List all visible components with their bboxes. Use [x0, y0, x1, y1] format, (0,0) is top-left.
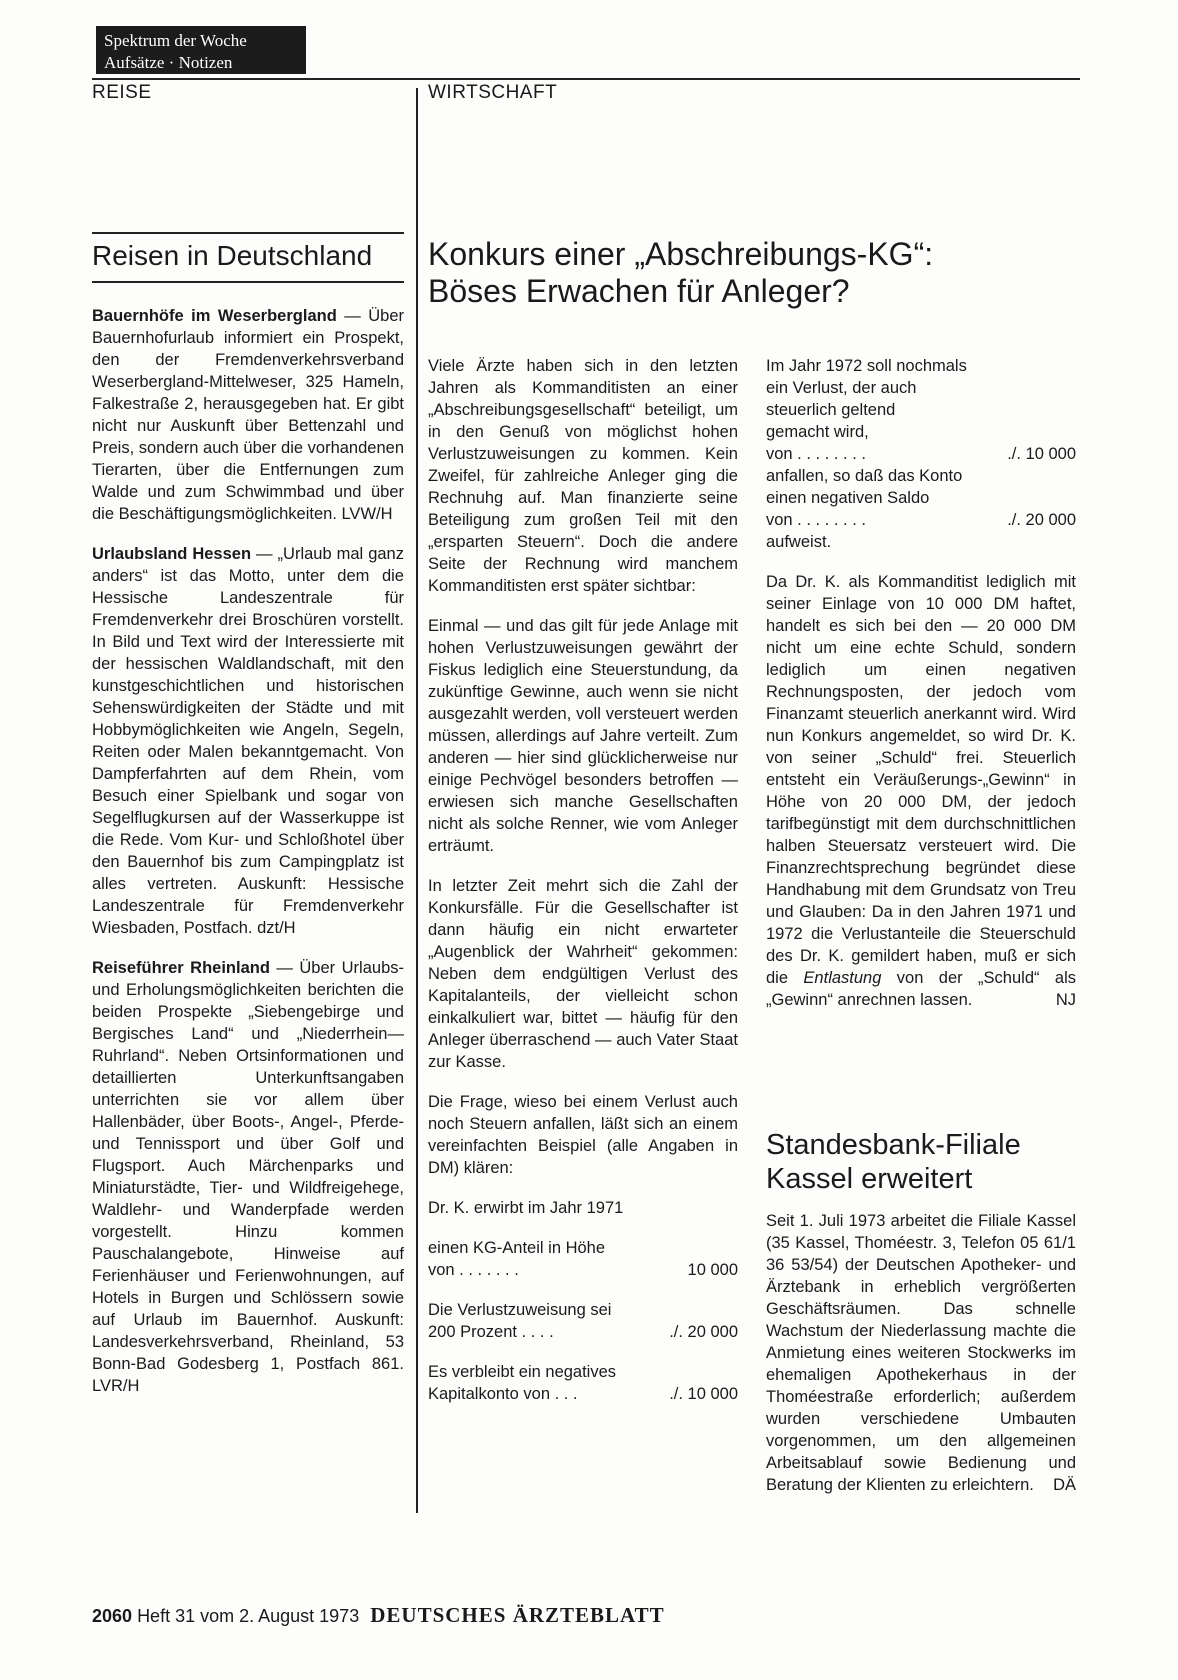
reise-item-text: — Über Bauernhofurlaub informiert ein Prospekt, den der Fremdenverkehrsverband Weserbergland-Mittelweser, 325 Hameln, Falkestraße 2, herausgegeben hat. Er gibt nicht nur Auskunft über Bettenzahl und Preis, sondern auch über die vorhandenen Tierarten, über die Entfernungen zum Walde und zum Schwimmbad und über die Beschäftigungsmöglichkeiten. LVW/H: [92, 307, 404, 523]
konkurs-paragraph: In letzter Zeit mehrt sich die Zahl der Konkursfälle. Für die Gesellschafter ist dann häufig ein nicht erwarteter „Augenblick der Wahrheit“ gekommen: Neben dem endgültigen Verlust des Kapitalanteils, der vielleicht schon einkalkuliert war, bittet — häufig für den Anleger überraschend — auch Vater Staat zur Kasse.: [428, 877, 738, 1071]
reise-item: [92, 305, 404, 525]
konkurs-paragraph: Einmal — und das gilt für jede Anlage mit hohen Verlustzuweisungen gewährt der Fiskus lediglich eine Steuerstundung, da zukünftige Gewinne, auch wenn sie nicht ausgezahlt werden, voll versteuert werden müssen, allerdings auf Jahre verteilt. Zum anderen — hier sind glücklicherweise nur einige Pechvögel besonders betroffen — erwiesen sich manche Gesellschaften nicht als solche Renner, wie vom Anleger erträumt.: [428, 617, 738, 855]
konkurs-paragraph: Viele Ärzte haben sich in den letzten Jahren als Kommanditisten an einer „Abschreibungsgesellschaft“ beteiligt, um in den Genuß von möglichst hohen Verlustzuweisungen zu kommen. Kein Zweifel, für zahlreiche Anleger ging die Rechnuhg auf. Man finanzierte seine Beteiligung zum großen Teil mit den „ersparten Steuern“. Doch die andere Seite der Rechnung wird manchem Kommanditisten erst später sichtbar:: [428, 357, 738, 595]
example-row-2-label: 200 Prozent . . . .: [428, 1323, 554, 1341]
reise-item-lead: Bauernhöfe im Weserbergland: [92, 307, 337, 325]
example-row-1-value: 10 000: [687, 1261, 738, 1279]
reise-item: [92, 957, 404, 1397]
konkurs-column-1: [428, 355, 738, 1423]
reise-item-lead: Urlaubsland Hessen: [92, 545, 252, 563]
issue-info: Heft 31 vom 2. August 1973: [137, 1606, 360, 1626]
header-line-2: Aufsätze · Notizen: [104, 53, 233, 72]
section-header-box: [96, 26, 306, 74]
author-sign: DÄ: [1053, 1476, 1076, 1494]
konkurs-title-line-2: Böses Erwachen für Anleger?: [428, 273, 850, 309]
example-1972-line: gemacht wird,: [766, 423, 869, 441]
example-row-1: [428, 1237, 738, 1281]
standesbank-text: Seit 1. Juli 1973 arbeitet die Filiale Kassel (35 Kassel, Thoméestr. 3, Telefon 05 61/1 36 53/54) der Deutschen Apotheker- und Ärztebank in erheblich vergrößerten Geschäftsräumen. Das schnelle Wachstum der Niederlassung machte die Anmietung eines weiteren Stockwerks im ehemaligen Apothekerhaus in der Thoméestraße erforderlich; außerdem wurden verschiedene Umbauten vorgenommen, um den allgemeinen Arbeitsablauf sowie Bedienung und Beratung der Klienten zu erleichtern.: [766, 1212, 1076, 1494]
example-saldo-value: ./. 20 000: [1007, 511, 1076, 529]
example-1972-value: ./. 10 000: [1007, 445, 1076, 463]
konkurs-paragraph: Die Frage, wieso bei einem Verlust auch noch Steuern anfallen, läßt sich an einem vereinfachten Beispiel (alle Angaben in DM) klären:: [428, 1093, 738, 1177]
magazine-name: DEUTSCHES ÄRZTEBLATT: [370, 1603, 665, 1627]
section-label-reise: REISE: [92, 82, 152, 103]
closing-italic: Entlastung: [803, 969, 882, 987]
example-row-2-value: ./. 20 000: [669, 1323, 738, 1341]
konkurs-closing-paragraph: [766, 571, 1076, 1011]
page-number: 2060: [92, 1606, 133, 1626]
example-row-2-text: Die Verlustzuweisung sei: [428, 1301, 612, 1319]
author-sign: NJ: [1055, 991, 1076, 1009]
header-line-1: Spektrum der Woche: [104, 31, 247, 50]
reise-item: [92, 543, 404, 939]
example-1972-label: von . . . . . . . .: [766, 445, 866, 463]
konkurs-column-2: [766, 355, 1076, 1029]
example-1972: [766, 355, 1076, 553]
section-label-wirtschaft: WIRTSCHAFT: [428, 82, 558, 103]
example-1972-line: anfallen, so daß das Konto: [766, 467, 963, 485]
example-row-3-value: ./. 10 000: [669, 1385, 738, 1403]
closing-text: Da Dr. K. als Kommanditist lediglich mit seiner Einlage von 10 000 DM haftet, handelt es sich bei den — 20 000 DM nicht um eine echte Schuld, sondern lediglich um einen negativen Rechnungsposten, der jedoch vom Finanzamt steuerlich anerkannt wird. Wird nun Konkurs angemeldet, so wird Dr. K. von seiner „Schuld“ frei. Steuerlich entsteht ein Veräußerungs-„Gewinn“ in Höhe von 20 000 DM, der jedoch tarifbegünstigt mit dem durchschnittlichen halben Steuersatz versteuert wird. Die Finanzrechtsprechung begründet diese Handhabung mit dem Grundsatz von Treu und Glauben: Da in den Jahren 1971 und 1972 die Verlustanteile die Steuerschuld des Dr. K. gemildert haben, muß er sich die: [766, 573, 1076, 987]
example-row-1-label: von . . . . . . .: [428, 1261, 519, 1279]
page-footer: [92, 1603, 665, 1628]
reise-item-lead: Reiseführer Rheinland: [92, 959, 270, 977]
example-row-2: [428, 1299, 738, 1343]
example-1972-line: einen negativen Saldo: [766, 489, 930, 507]
example-1972-line: Im Jahr 1972 soll nochmals: [766, 357, 967, 375]
example-1972-line: aufweist.: [766, 533, 832, 551]
konkurs-title-line-1: Konkurs einer „Abschreibungs-KG“:: [428, 236, 934, 272]
closing-text-end: von der „Schuld“ als „Gewinn“ anrechnen lassen.: [766, 969, 1076, 1009]
example-row-3-label: Kapitalkonto von . . .: [428, 1385, 578, 1403]
standesbank-title-line-1: Standesbank-Filiale: [766, 1129, 1021, 1161]
standesbank-column: [766, 1210, 1076, 1514]
reise-title-rule-bottom: [92, 281, 404, 283]
column-divider: [416, 88, 418, 1513]
standesbank-paragraph: [766, 1210, 1076, 1496]
reise-item-text: — „Urlaub mal ganz anders“ ist das Motto, unter dem die Hessische Landeszentrale für Fremdenverkehr drei Broschüren vorstellt. In Bild und Text wird der Interessierte mit der hessischen Waldlandschaft, mit den kunstgeschichtlichen und historischen Sehenswürdigkeiten der Städte und mit Hobbymöglichkeiten wie Angeln, Segeln, Reiten oder Malen bekanntgemacht. Von Dampferfahrten auf dem Rhein, vom Besuch einer Spielbank und sogar von Segelflugkursen auf der Wasserkuppe ist die Rede. Vom Kur- und Schloßhotel über den Bauernhof bis zum Campingplatz ist alles vertreten. Auskunft: Hessische Landeszentrale für Fremdenverkehr Wiesbaden, Postfach. dzt/H: [92, 545, 404, 937]
example-intro: Dr. K. erwirbt im Jahr 1971: [428, 1199, 624, 1217]
example-saldo-label: von . . . . . . . .: [766, 511, 866, 529]
example-row-1-text: einen KG-Anteil in Höhe: [428, 1239, 606, 1257]
example-1972-line: steuerlich geltend: [766, 401, 896, 419]
standesbank-title-line-2: Kassel erweitert: [766, 1163, 973, 1195]
reise-column: [92, 305, 404, 1415]
reise-item-text: — Über Urlaubs- und Erholungsmöglichkeiten berichten die beiden Prospekte „Siebengebirge und Bergisches Land“ und „Niederrhein—Ruhrland“. Neben Ortsinformationen und detaillierten Unterkunftsangaben unterrichten sie vor allem über Hallenbäder, über Boots-, Angel-, Pferde- und Tennissport und über Golf und Flugsport. Auch Märchenparks und Miniaturstädte, Tier- und Wildfreigehege, Waldlehr- und Wanderpfade werden vorgestellt. Hinzu kommen Pauschalangebote, Hinweise auf Ferienhäuser und Ferienwohnungen, auf Hotels in Burgen und Schlössern sowie auf Urlaub im Bauernhof. Auskunft: Landesverkehrsverband, Rheinland, 53 Bonn-Bad Godesberg 1, Postfach 861. LVR/H: [92, 959, 404, 1395]
example-row-3: [428, 1361, 738, 1405]
example-row-3-text: Es verbleibt ein negatives: [428, 1363, 617, 1381]
top-rule: [92, 78, 1080, 80]
standesbank-headline: [766, 1128, 1076, 1196]
reise-title: Reisen in Deutschland: [92, 240, 373, 271]
reise-title-rule-top: [92, 232, 404, 234]
example-1972-line: ein Verlust, der auch: [766, 379, 917, 397]
konkurs-headline: [428, 236, 1068, 310]
